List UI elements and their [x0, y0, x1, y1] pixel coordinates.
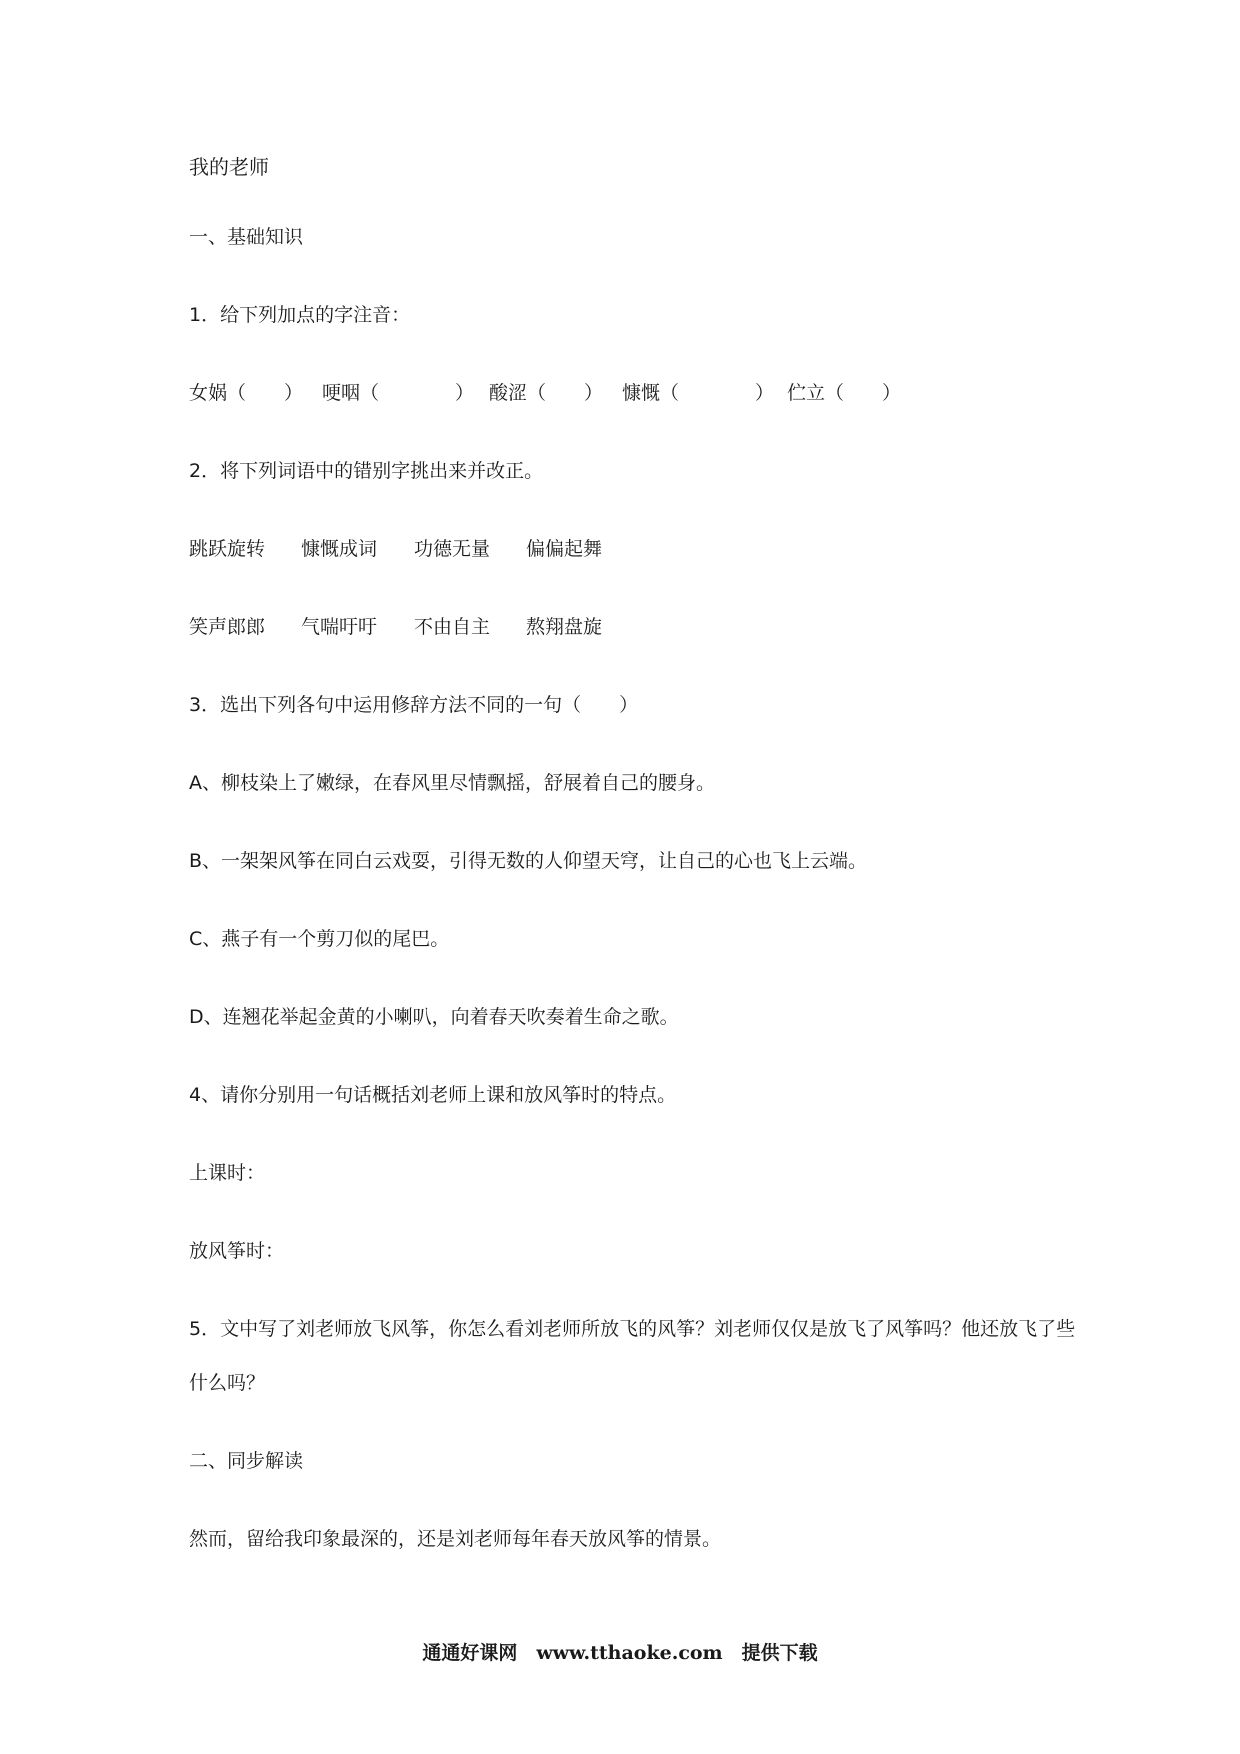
- page-title: 我的老师: [189, 155, 269, 179]
- word-item: 不由自主: [414, 616, 491, 638]
- pinyin-item: 慷慨（ ）: [622, 382, 775, 404]
- word-item: 功德无量: [414, 538, 491, 560]
- question-3-prompt: 3．选出下列各句中运用修辞方法不同的一句（ ）: [189, 694, 639, 716]
- pinyin-item: 酸涩（ ）: [489, 382, 604, 404]
- word-item: 气喘吁吁: [301, 616, 378, 638]
- reading-passage: 然而，留给我印象最深的，还是刘老师每年春天放风筝的情景。: [189, 1528, 722, 1550]
- answer-label-kite: 放风筝时：: [189, 1240, 285, 1262]
- word-item: 熬翔盘旋: [526, 616, 603, 638]
- pinyin-item: 女娲（ ）: [189, 382, 304, 404]
- pinyin-item: 伫立（ ）: [787, 382, 902, 404]
- answer-label-class: 上课时：: [189, 1162, 266, 1184]
- option-c: C、燕子有一个剪刀似的尾巴。: [189, 928, 450, 950]
- question-5-line-1: 5．文中写了刘老师放飞风筝，你怎么看刘老师所放飞的风筝？刘老师仅仅是放飞了风筝吗？他还放飞了些: [189, 1318, 1076, 1340]
- word-item: 笑声郎郎: [189, 616, 266, 638]
- option-b: B、一架架风筝在同白云戏耍，引得无数的人仰望天穹，让自己的心也飞上云端。: [189, 850, 868, 872]
- question-2-prompt: 2．将下列词语中的错别字挑出来并改正。: [189, 460, 544, 482]
- option-a: A、柳枝染上了嫩绿，在春风里尽情飘摇，舒展着自己的腰身。: [189, 772, 715, 794]
- question-5-line-2: 什么吗？: [189, 1372, 266, 1394]
- word-item: 慷慨成词: [301, 538, 378, 560]
- word-item: 偏偏起舞: [526, 538, 603, 560]
- option-d: D、连翘花举起金黄的小喇叭，向着春天吹奏着生命之歌。: [189, 1006, 679, 1028]
- word-item: 跳跃旋转: [189, 538, 266, 560]
- question-4-prompt: 4、请你分别用一句话概括刘老师上课和放风筝时的特点。: [189, 1084, 677, 1106]
- section-heading-reading: 二、同步解读: [189, 1450, 304, 1472]
- question-1-prompt: 1．给下列加点的字注音：: [189, 304, 411, 326]
- footer-credit: 通通好课网 www.tthaoke.com 提供下载: [422, 1642, 818, 1664]
- pinyin-item: 哽咽（ ）: [322, 382, 475, 404]
- section-heading-basics: 一、基础知识: [189, 226, 304, 248]
